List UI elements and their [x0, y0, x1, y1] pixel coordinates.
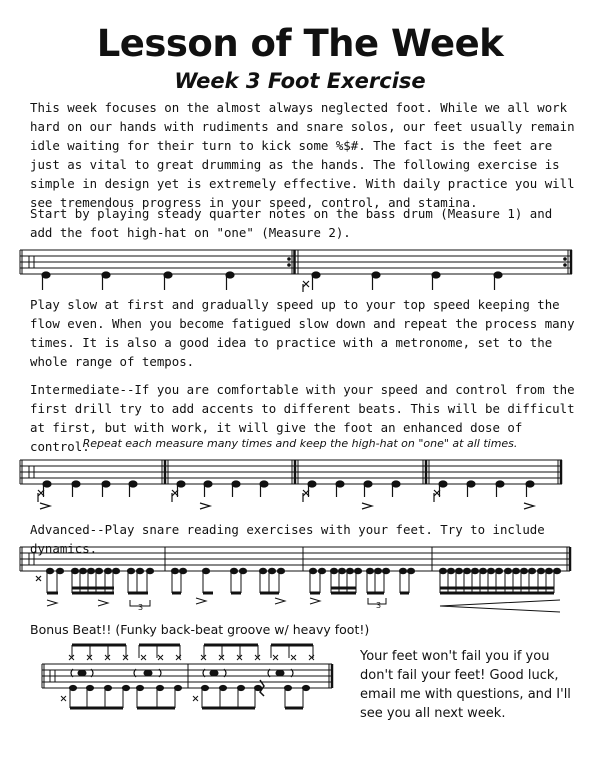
page-title: Lesson of The Week — [96, 22, 504, 65]
closing-message: Your feet won't fail you if you don't fail your feet! Good luck, email me with questions, and I'll see you all next week. — [360, 649, 571, 721]
staff-basic-notes — [42, 258, 566, 292]
slow-paragraph: Play slow at first and gradually speed up to your top speed keeping the flow even. When you become fatigued slow down and repeat the process many times. It is also a good idea to practice with a metronome, set to the whole range of tempos. — [30, 297, 575, 369]
note-head — [226, 272, 234, 278]
repeat-instruction: Repeat each measure many times and keep the high-hat on "one" at all times. — [82, 437, 518, 450]
note-group-4 — [440, 568, 561, 573]
advanced-paragraph: Advanced--Play snare reading exercises with your feet. Try to include dynamics. — [30, 522, 545, 556]
staff-bonus — [42, 664, 332, 688]
staff-intermediate-notes — [38, 481, 534, 509]
staff-advanced-notes — [36, 568, 561, 612]
start-paragraph: Start by playing steady quarter notes on the bass drum (Measure 1) and add the foot high-hat on "one" (Measure 2). — [30, 206, 553, 240]
note-head — [42, 272, 50, 278]
note-head — [102, 272, 110, 278]
bonus-heading: Bonus Beat!! (Funky back-beat groove w/ heavy foot!) — [30, 622, 370, 637]
triplet-label: 3 — [376, 601, 382, 610]
intermediate-paragraph: Intermediate--If you are comfortable with your speed and control from the first drill try to add accents to different beats. This will be difficult at first, but with work, it will give the foot an enhanced dose of control. — [30, 382, 575, 454]
crescendo-hairpin — [440, 600, 560, 612]
staff-intermediate — [20, 460, 562, 484]
triplet-label: 3 — [138, 603, 144, 612]
page-subtitle: Week 3 Foot Exercise — [174, 69, 426, 93]
staff-basic — [20, 250, 572, 274]
note-head — [164, 272, 172, 278]
intro-paragraph: This week focuses on the almost always neglected foot. While we all work hard on our hands with rudiments and snare solos, our feet usually remain idle waiting for their turn to kick some %$#. The fact is the feet are just as vital to great drumming as the hands. The following exercise is simple in design yet is extremely effective. With daily practice you will see tremendous progress in your speed, control, and stamina. — [30, 100, 575, 210]
staff-advanced — [20, 547, 570, 571]
